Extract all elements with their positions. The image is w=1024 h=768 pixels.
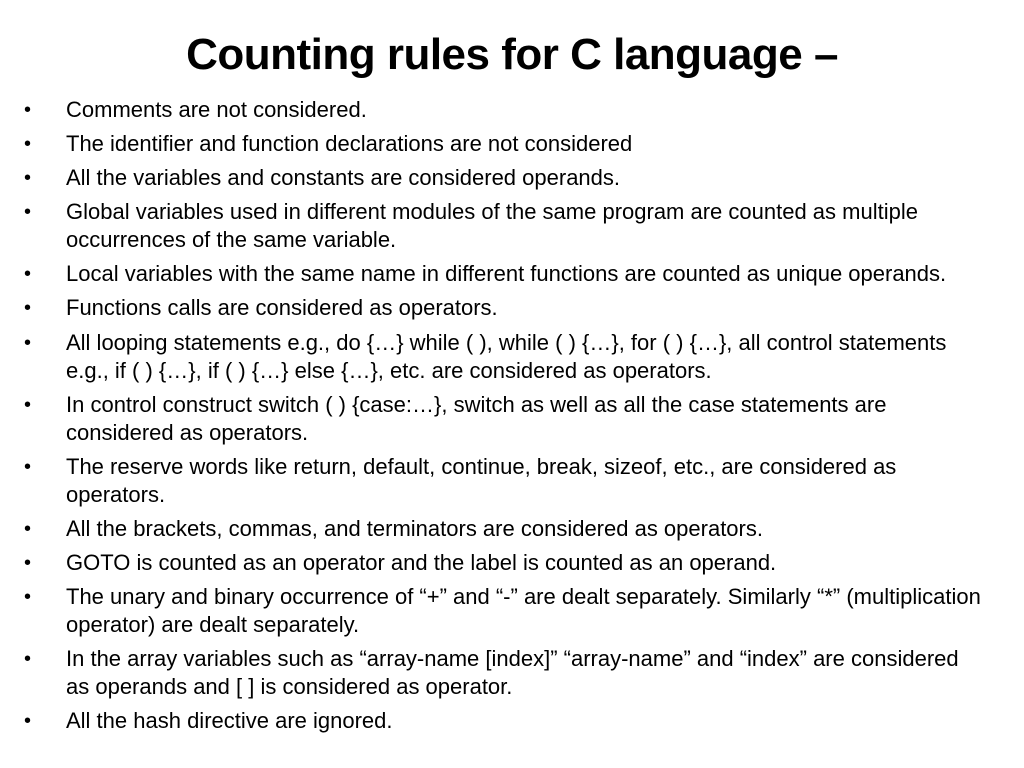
bullet-text: The unary and binary occurrence of “+” and “-” are dealt separately. Similarly “*” (multiplication operator) are dealt separately. bbox=[66, 584, 981, 638]
bullet-text: The identifier and function declarations are not considered bbox=[66, 131, 633, 157]
bullet-list bbox=[22, 96, 982, 741]
bullet-marker: • bbox=[24, 201, 32, 224]
bullet-text: Functions calls are considered as operators. bbox=[66, 295, 498, 321]
bullet-text: Global variables used in different modules of the same program are counted as multiple occurrences of the same variable. bbox=[66, 199, 918, 253]
bullet-text: In control construct switch ( ) {case:…}, switch as well as all the case statements are considered as operators. bbox=[66, 391, 887, 445]
bullet-text: All the brackets, commas, and terminators are considered as operators. bbox=[66, 515, 763, 541]
bullet-marker: • bbox=[24, 331, 32, 354]
bullet-marker: • bbox=[24, 586, 32, 609]
list-item bbox=[22, 453, 982, 509]
bullet-marker: • bbox=[24, 710, 32, 733]
bullet-text: In the array variables such as “array-name [index]” “array-name” and “index” are considered as operands and [ ] is considered as operator. bbox=[66, 646, 959, 700]
bullet-marker: • bbox=[24, 517, 32, 540]
bullet-text: All looping statements e.g., do {…} while ( ), while ( ) {…}, for ( ) {…}, all control statements e.g., if ( ) {…}, if ( ) {…} else {…}, etc. are considered as operators. bbox=[66, 329, 947, 383]
slide-title: Counting rules for C language – bbox=[186, 30, 838, 79]
list-item bbox=[22, 329, 982, 385]
bullet-marker: • bbox=[24, 133, 32, 156]
list-item bbox=[22, 164, 982, 192]
list-item bbox=[22, 260, 982, 288]
list-item bbox=[22, 130, 982, 158]
list-item bbox=[22, 96, 982, 124]
bullet-text: All the variables and constants are considered operands. bbox=[66, 165, 621, 191]
bullet-marker: • bbox=[24, 99, 32, 121]
list-item bbox=[22, 583, 982, 639]
bullet-text: The reserve words like return, default, continue, break, sizeof, etc., are considered as operators. bbox=[66, 453, 897, 507]
bullet-marker: • bbox=[24, 263, 32, 286]
list-item bbox=[22, 549, 982, 577]
bullet-marker: • bbox=[24, 393, 32, 416]
list-item bbox=[22, 294, 982, 322]
list-item bbox=[22, 707, 982, 735]
bullet-text: Local variables with the same name in different functions are counted as unique operands. bbox=[66, 261, 947, 287]
list-item bbox=[22, 391, 982, 447]
bullet-marker: • bbox=[24, 648, 32, 671]
bullet-marker: • bbox=[24, 455, 32, 478]
bullet-text: GOTO is counted as an operator and the label is counted as an operand. bbox=[66, 549, 777, 575]
bullet-marker: • bbox=[24, 297, 32, 320]
bullet-text: All the hash directive are ignored. bbox=[66, 708, 393, 734]
bullet-marker: • bbox=[24, 551, 32, 574]
bullet-marker: • bbox=[24, 167, 32, 190]
list-item bbox=[22, 645, 982, 701]
list-item bbox=[22, 198, 982, 254]
bullet-text: Comments are not considered. bbox=[66, 97, 367, 122]
list-item bbox=[22, 515, 982, 543]
